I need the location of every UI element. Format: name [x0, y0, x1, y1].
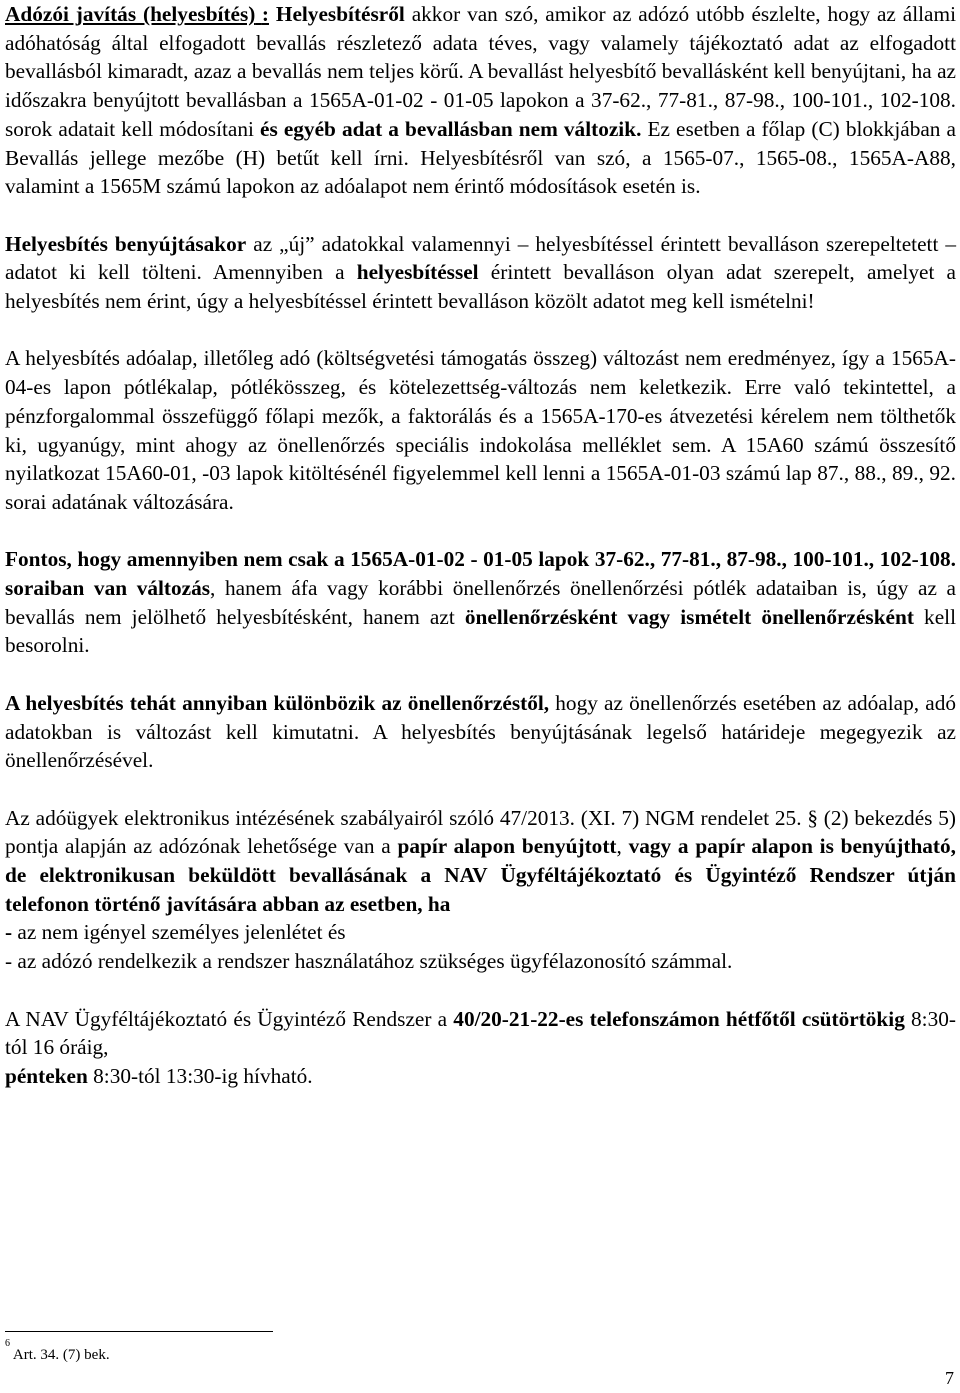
bold-phrase: Fontos, hogy amennyiben nem csak a 1565A-01-02 - 01-05 lapok 37-62., 77-81., 87-98., 100-101., 102-108. soraiban van változás	[5, 547, 956, 601]
paragraph-kulonbseg: A helyesbítés tehát annyiban különbözik az önellenőrzéstől, hogy az önellenőrzés esetében az adóalap, adó adatokban is változást kell kimutatni. A helyesbítés benyújtásának legelső határideje megegyezik az önellenőrzésével.	[5, 690, 956, 773]
bold-phrase: 40/20-21-22-es telefonszámon hétfőtől csütörtökig	[453, 1006, 905, 1031]
page-number: 7	[945, 1368, 954, 1388]
paragraph-helyesbites-adoalap: A helyesbítés adóalap, illetőleg adó (költségvetési támogatás összeg) változást nem eredményez, így a 1565A-04-es lapon pótlékalap, pótlékösszeg, és kötelezettség-változás nem keletkezik. Erre való tekintettel, a pénzforgalommal összefüggő főlapi mezők, a faktorálás és a 1565A-170-es átvezetési kérelem nem tölthetők ki, ugyanúgy, mint ahogy az önellenőrzés speciális indokolása melléklet sem. A 15A60 számú összesítő nyilatkozat 15A60-01, -03 lapok kitöltésénél figyelemmel kell lenni a 1565A-01-03 számú lap 87., 88., 89., 92. sorai adatának változására.	[5, 346, 956, 514]
bold-term: helyesbítéssel	[356, 260, 479, 285]
list-item: - az adózó rendelkezik a rendszer használatához szükséges ügyfélazonosító számmal.	[5, 949, 733, 974]
paragraph-fontos: Fontos, hogy amennyiben nem csak a 1565A-01-02 - 01-05 lapok 37-62., 77-81., 87-98., 100-101., 102-108. soraiban van változás, hanem áfa vagy korábbi önellenőrzés önellenőrzési pótlék adataiban is, úgy az a bevallás nem jelölhető helyesbítésként, hanem azt önellenőrzésként vagy ismételt önellenőrzésként kell besorolni.	[5, 547, 956, 658]
section-heading: Adózói javítás (helyesbítés) :	[5, 2, 269, 26]
paragraph-ugyfelszolgalat: A NAV Ügyféltájékoztató és Ügyintéző Rendszer a 40/20-21-22-es telefonszámon hétfőtől csütörtökig 8:30-tól 16 óráig, pénteken 8:30-tól 13:30-ig hívható.	[5, 1006, 956, 1088]
bold-phrase: A helyesbítés tehát annyiban különbözik az önellenőrzéstől,	[5, 690, 550, 715]
paragraph-telefonos-javitas: Az adóügyek elektronikus intézésének szabályairól szóló 47/2013. (XI. 7) NGM rendelet 25. § (2) bekezdés 5) pontja alapján az adózónak lehetősége van a papír alapon benyújtott, vagy a papír alapon is benyújtható, de elektronikusan beküldött bevallásának a NAV Ügyféltájékoztató és Ügyintéző Rendszer útján telefonon történő javítására abban az esetben, ha	[5, 805, 956, 916]
footnote-number: 6	[5, 1338, 10, 1349]
bold-phrase: és egyéb adat a bevallásban nem változik.	[260, 116, 642, 141]
list-item: - az nem igényel személyes jelenlétet és	[5, 920, 346, 945]
footnote-divider	[5, 1331, 273, 1332]
bold-phrase: pénteken	[5, 1063, 88, 1088]
paragraph-helyesbites-benyujtas: Helyesbítés benyújtásakor az „új” adatokkal valamennyi – helyesbítéssel érintett bevalláson szerepeltetett – adatot ki kell tölteni. Amennyiben a helyesbítéssel érintett bevalláson olyan adat szerepelt, amelyet a helyesbítés nem érint, úgy a helyesbítéssel érintett bevalláson közölt adatot meg kell ismételni!	[5, 231, 957, 314]
footnote-ref	[255, 0, 262, 1]
bold-term: Helyesbítés benyújtásakor	[5, 231, 247, 256]
bold-phrase: önellenőrzésként vagy ismételt önellenőrzésként	[464, 604, 914, 629]
footnote: $^6$ Art. 34. (7) bek.	[5, 1338, 110, 1363]
bold-phrase: papír alapon benyújtott	[397, 834, 617, 859]
document-page	[5, 0, 956, 1091]
bold-term: Helyesbítésről	[275, 2, 405, 26]
bold-phrase: vagy a papír alapon is benyújtható, de elektronikusan beküldött bevallásának a NAV Ügyféltájékoztató és Ügyintéző Rendszer útján telefonon történő javítására abban az esetben, ha	[5, 834, 956, 916]
paragraph-helyesbites-definition: Adózói javítás (helyesbítés) : Helyesbítésről akkor van szó, amikor az adózó utóbb észlelte, hogy az állami adóhatóság által elfogadott bevallás részletező adata téves, vagy valamely tájékoztató adat az elfogadott bevallásból kimaradt, azaz a bevallás nem teljes körű. A bevallást helyesbítő bevallásként kell benyújtani, ha az időszakra benyújtott bevallásban a 1565A-01-02 - 01-05 lapokon a 37-62., 77-81., 87-98., 100-101., 102-108. sorok adatait kell módosítani és egyéb adat a bevallásban nem változik. Ez esetben a főlap (C) blokkjában a Bevallás jellege mezőbe (H) betűt kell írni. Helyesbítésről van szó, a 1565-07., 1565-08., 1565A-A88, valamint a 1565M számú lapokon az adóalapot nem érintő módosítások esetén is.	[5, 0, 956, 201]
